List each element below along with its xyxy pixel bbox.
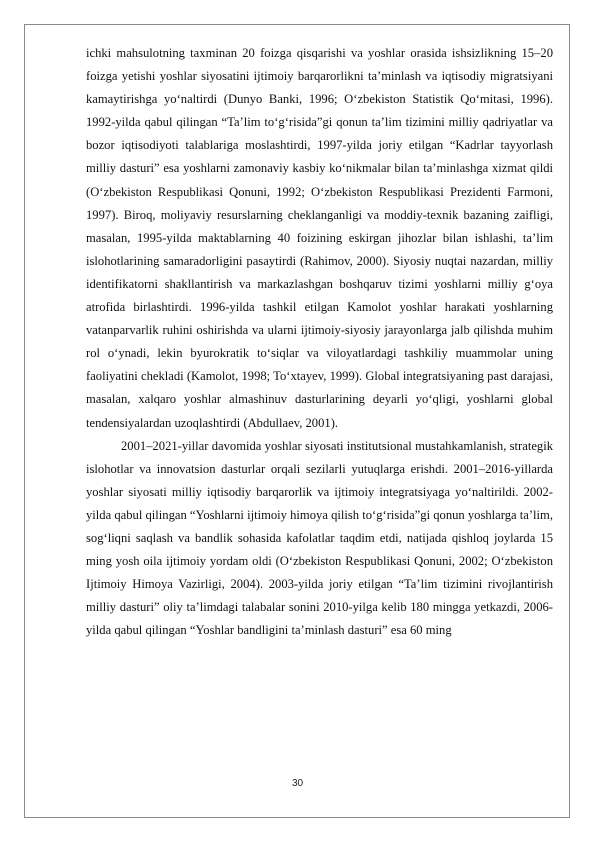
document-body	[86, 42, 553, 642]
page-number: 30	[291, 778, 304, 789]
paragraph-1: ichki mahsulotning taxminan 20 foizga qisqarishi va yoshlar orasida ishsizlikning 15–20 foizga yetishi yoshlar siyosatini ijtimoiy barqarorlikni ta’minlash va iqtisodiy migratsiyani kamaytirishga yo‘naltirdi (Dunyo Banki, 1996; O‘zbekiston Statistik Qo‘mitasi, 1996). 1992-yilda qabul qilingan “Ta’lim to‘g‘risida”gi qonun ta’lim tizimini milliy qadriyatlar va bozor iqtisodiyoti talablariga moslashtirdi, 1997-yilda joriy etilgan “Kadrlar tayyorlash milliy dasturi” esa yoshlarni zamonaviy kasbiy ko‘nikmalar bilan ta’minlashga xizmat qildi (O‘zbekiston Respublikasi Qonuni, 1992; O‘zbekiston Respublikasi Prezidenti Farmoni, 1997). Biroq, moliyaviy resurslarning cheklanganligi va moddiy-texnik bazaning zaifligi, masalan, 1995-yilda maktablarning 40 foizining eskirgan jihozlar bilan ishlashi, ta’lim islohotlarining samaradorligini pasaytirdi (Rahimov, 2000). Siyosiy nuqtai nazardan, milliy identifikatorni shakllantirish va markazlashgan boshqaruv tizimi yoshlarni milliy g‘oya atrofida birlashtirdi. 1996-yilda tashkil etilgan Kamolot yoshlar harakati yoshlarning vatanparvarlik ruhini oshirishda va ularni ijtimoiy-siyosiy jarayonlarga jalb qilishda muhim rol o‘ynadi, lekin byurokratik to‘siqlar va viloyatlardagi tashkiliy muammolar uning faoliyatini chekladi (Kamolot, 1998; To‘xtayev, 1999). Global integratsiyaning past darajasi, masalan, xalqaro yoshlar almashinuv dasturlarining deyarli yo‘qligi, yoshlarni global tendensiyalardan uzoqlashtirdi (Abdullaev, 2001).	[86, 46, 553, 430]
paragraph-2: 2001–2021-yillar davomida yoshlar siyosati institutsional mustahkamlanish, strategik islohotlar va innovatsion dasturlar orqali sezilarli yutuqlarga erishdi. 2001–2016-yillarda yoshlar siyosati milliy iqtisodiy barqarorlik va ijtimoiy integratsiyaga yo‘naltirildi. 2002-yilda qabul qilingan “Yoshlarni ijtimoiy himoya qilish to‘g‘risida”gi qonun yoshlarga ta’lim, sog‘liqni saqlash va bandlik sohasida kafolatlar taqdim etdi, natijada qishloq joylarda 15 ming yosh oila ijtimoiy yordam oldi (O‘zbekiston Respublikasi Qonuni, 2002; O‘zbekiston Ijtimoiy Himoya Vazirligi, 2004). 2003-yilda joriy etilgan “Ta’lim tizimini rivojlantirish milliy dasturi” oliy ta’limdagi talabalar sonini 2010-yilga kelib 180 mingga yetkazdi, 2006-yilda qabul qilingan “Yoshlar bandligini ta’minlash dasturi” esa 60 ming	[86, 438, 553, 638]
